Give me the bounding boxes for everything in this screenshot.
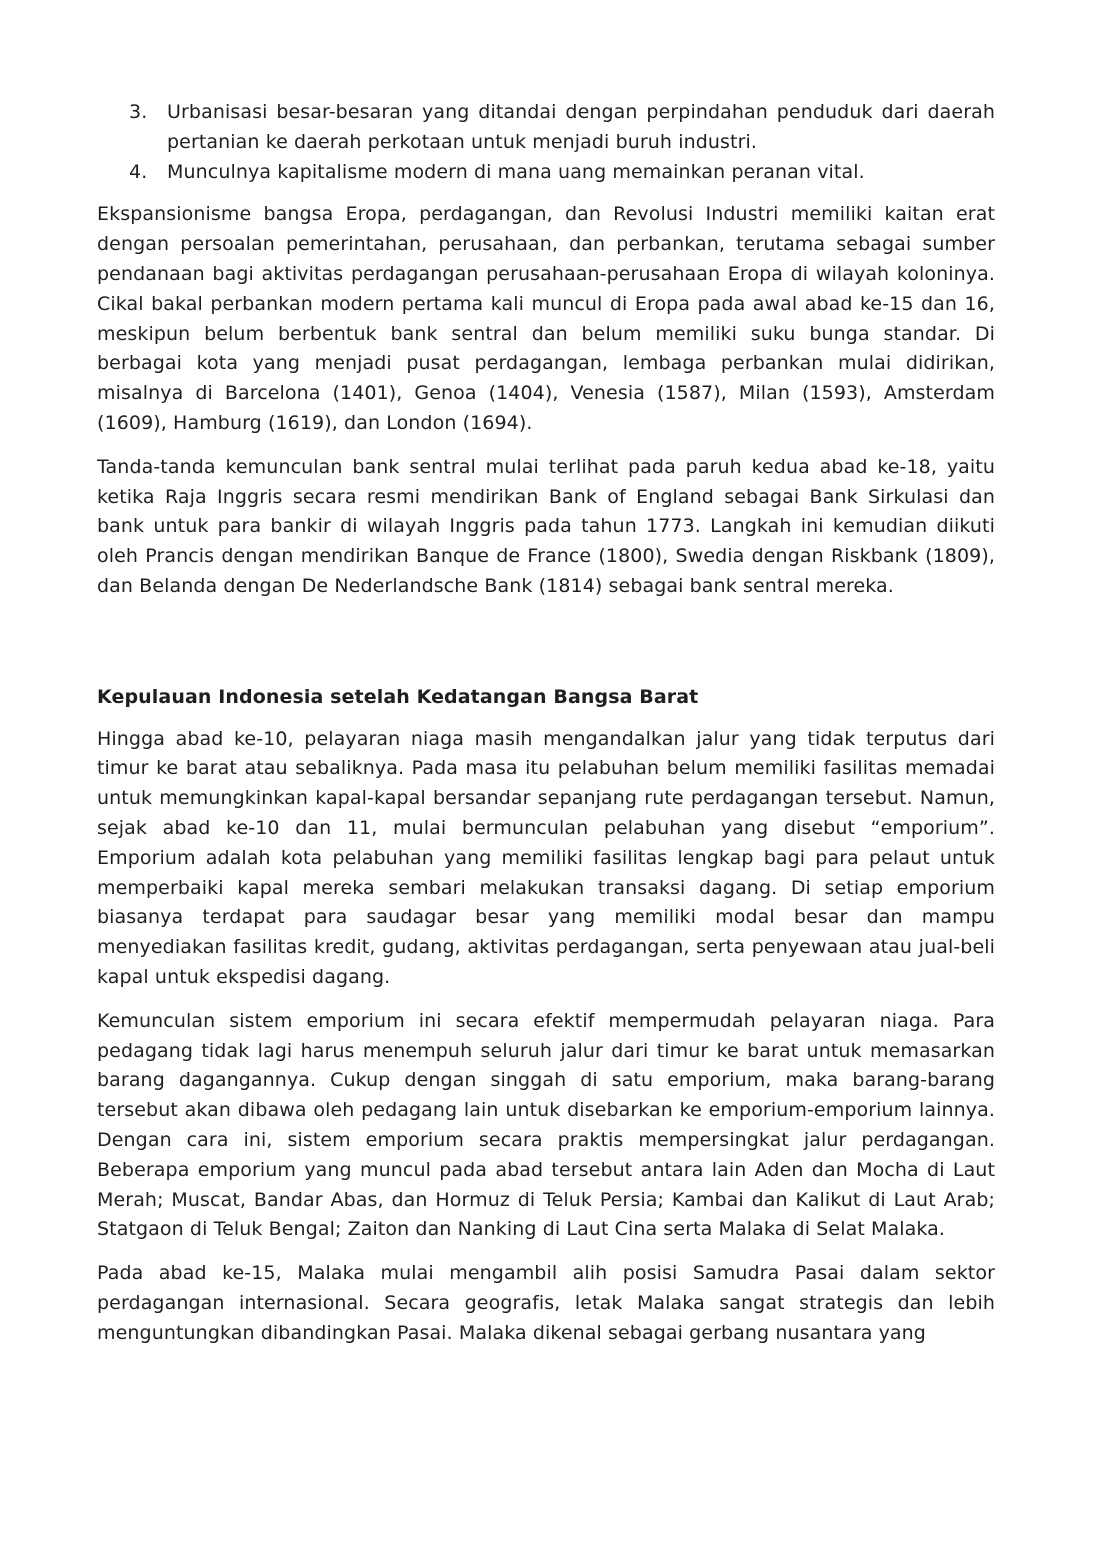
section-heading: Kepulauan Indonesia setelah Kedatangan Bangsa Barat (97, 685, 699, 708)
list-item (97, 158, 995, 188)
paragraph-emporium-system: Kemunculan sistem emporium ini secara efektif mempermudah pelayaran niaga. Para pedagang tidak lagi harus menempuh seluruh jalur dari timur ke barat untuk memasarkan barang dagangannya. Cukup dengan singgah di satu emporium, maka barang-barang tersebut akan dibawa oleh pedagang lain untuk disebarkan ke emporium-emporium lainnya. Dengan cara ini, sistem emporium secara praktis mempersingkat jalur perdagangan. Beberapa emporium yang muncul pada abad tersebut antara lain Aden dan Mocha di Laut Merah; Muscat, Bandar Abas, dan Hormuz di Teluk Persia; Kambai dan Kalikut di Laut Arab; Statgaon di Teluk Bengal; Zaiton dan Nanking di Laut Cina serta Malaka di Selat Malaka. (97, 1009, 995, 1241)
list-item-text: Munculnya kapitalisme modern di mana uang memainkan peranan vital. (167, 160, 865, 183)
list-item (97, 98, 995, 158)
paragraph-central-bank: Tanda-tanda kemunculan bank sentral mulai terlihat pada paruh kedua abad ke-18, yaitu ketika Raja Inggris secara resmi mendirikan Bank of England sebagai Bank Sirkulasi dan bank untuk para bankir di wilayah Inggris pada tahun 1773. Langkah ini kemudian diikuti oleh Prancis dengan mendirikan Banque de France (1800), Swedia dengan Riskbank (1809), dan Belanda dengan De Nederlandsche Bank (1814) sebagai bank sentral mereka. (97, 455, 995, 597)
document-page (97, 98, 995, 1348)
list-item-text: Urbanisasi besar-besaran yang ditandai dengan perpindahan penduduk dari daerah pertanian ke daerah perkotaan untuk menjadi buruh industri. (167, 101, 995, 153)
list-item-number: 4. (129, 160, 148, 183)
paragraph-emporium-intro: Hingga abad ke-10, pelayaran niaga masih mengandalkan jalur yang tidak terputus dari timur ke barat atau sebaliknya. Pada masa itu pelabuhan belum memiliki fasilitas memadai untuk memungkinkan kapal-kapal bersandar sepanjang rute perdagangan tersebut. Namun, sejak abad ke-10 dan 11, mulai bermunculan pelabuhan yang disebut “emporium”. Emporium adalah kota pelabuhan yang memiliki fasilitas lengkap bagi para pelaut untuk memperbaiki kapal mereka sembari melakukan transaksi dagang. Di setiap emporium biasanya terdapat para saudagar besar yang memiliki modal besar dan mampu menyediakan fasilitas kredit, gudang, aktivitas perdagangan, serta penyewaan atau jual-beli kapal untuk ekspedisi dagang. (97, 727, 995, 988)
list-item-number: 3. (129, 101, 148, 123)
numbered-list (97, 98, 995, 187)
paragraph-banking-history: Ekspansionisme bangsa Eropa, perdagangan, dan Revolusi Industri memiliki kaitan erat dengan persoalan pemerintahan, perusahaan, dan perbankan, terutama sebagai sumber pendanaan bagi aktivitas perdagangan perusahaan-perusahaan Eropa di wilayah koloninya. Cikal bakal perbankan modern pertama kali muncul di Eropa pada awal abad ke-15 dan 16, meskipun belum berbentuk bank sentral dan belum memiliki suku bunga standar. Di berbagai kota yang menjadi pusat perdagangan, lembaga perbankan mulai didirikan, misalnya di Barcelona (1401), Genoa (1404), Venesia (1587), Milan (1593), Amsterdam (1609), Hamburg (1619), dan London (1694). (97, 203, 995, 434)
paragraph-malaka: Pada abad ke-15, Malaka mulai mengambil alih posisi Samudra Pasai dalam sektor perdagangan internasional. Secara geografis, letak Malaka sangat strategis dan lebih menguntungkan dibandingkan Pasai. Malaka dikenal sebagai gerbang nusantara yang (97, 1262, 995, 1344)
